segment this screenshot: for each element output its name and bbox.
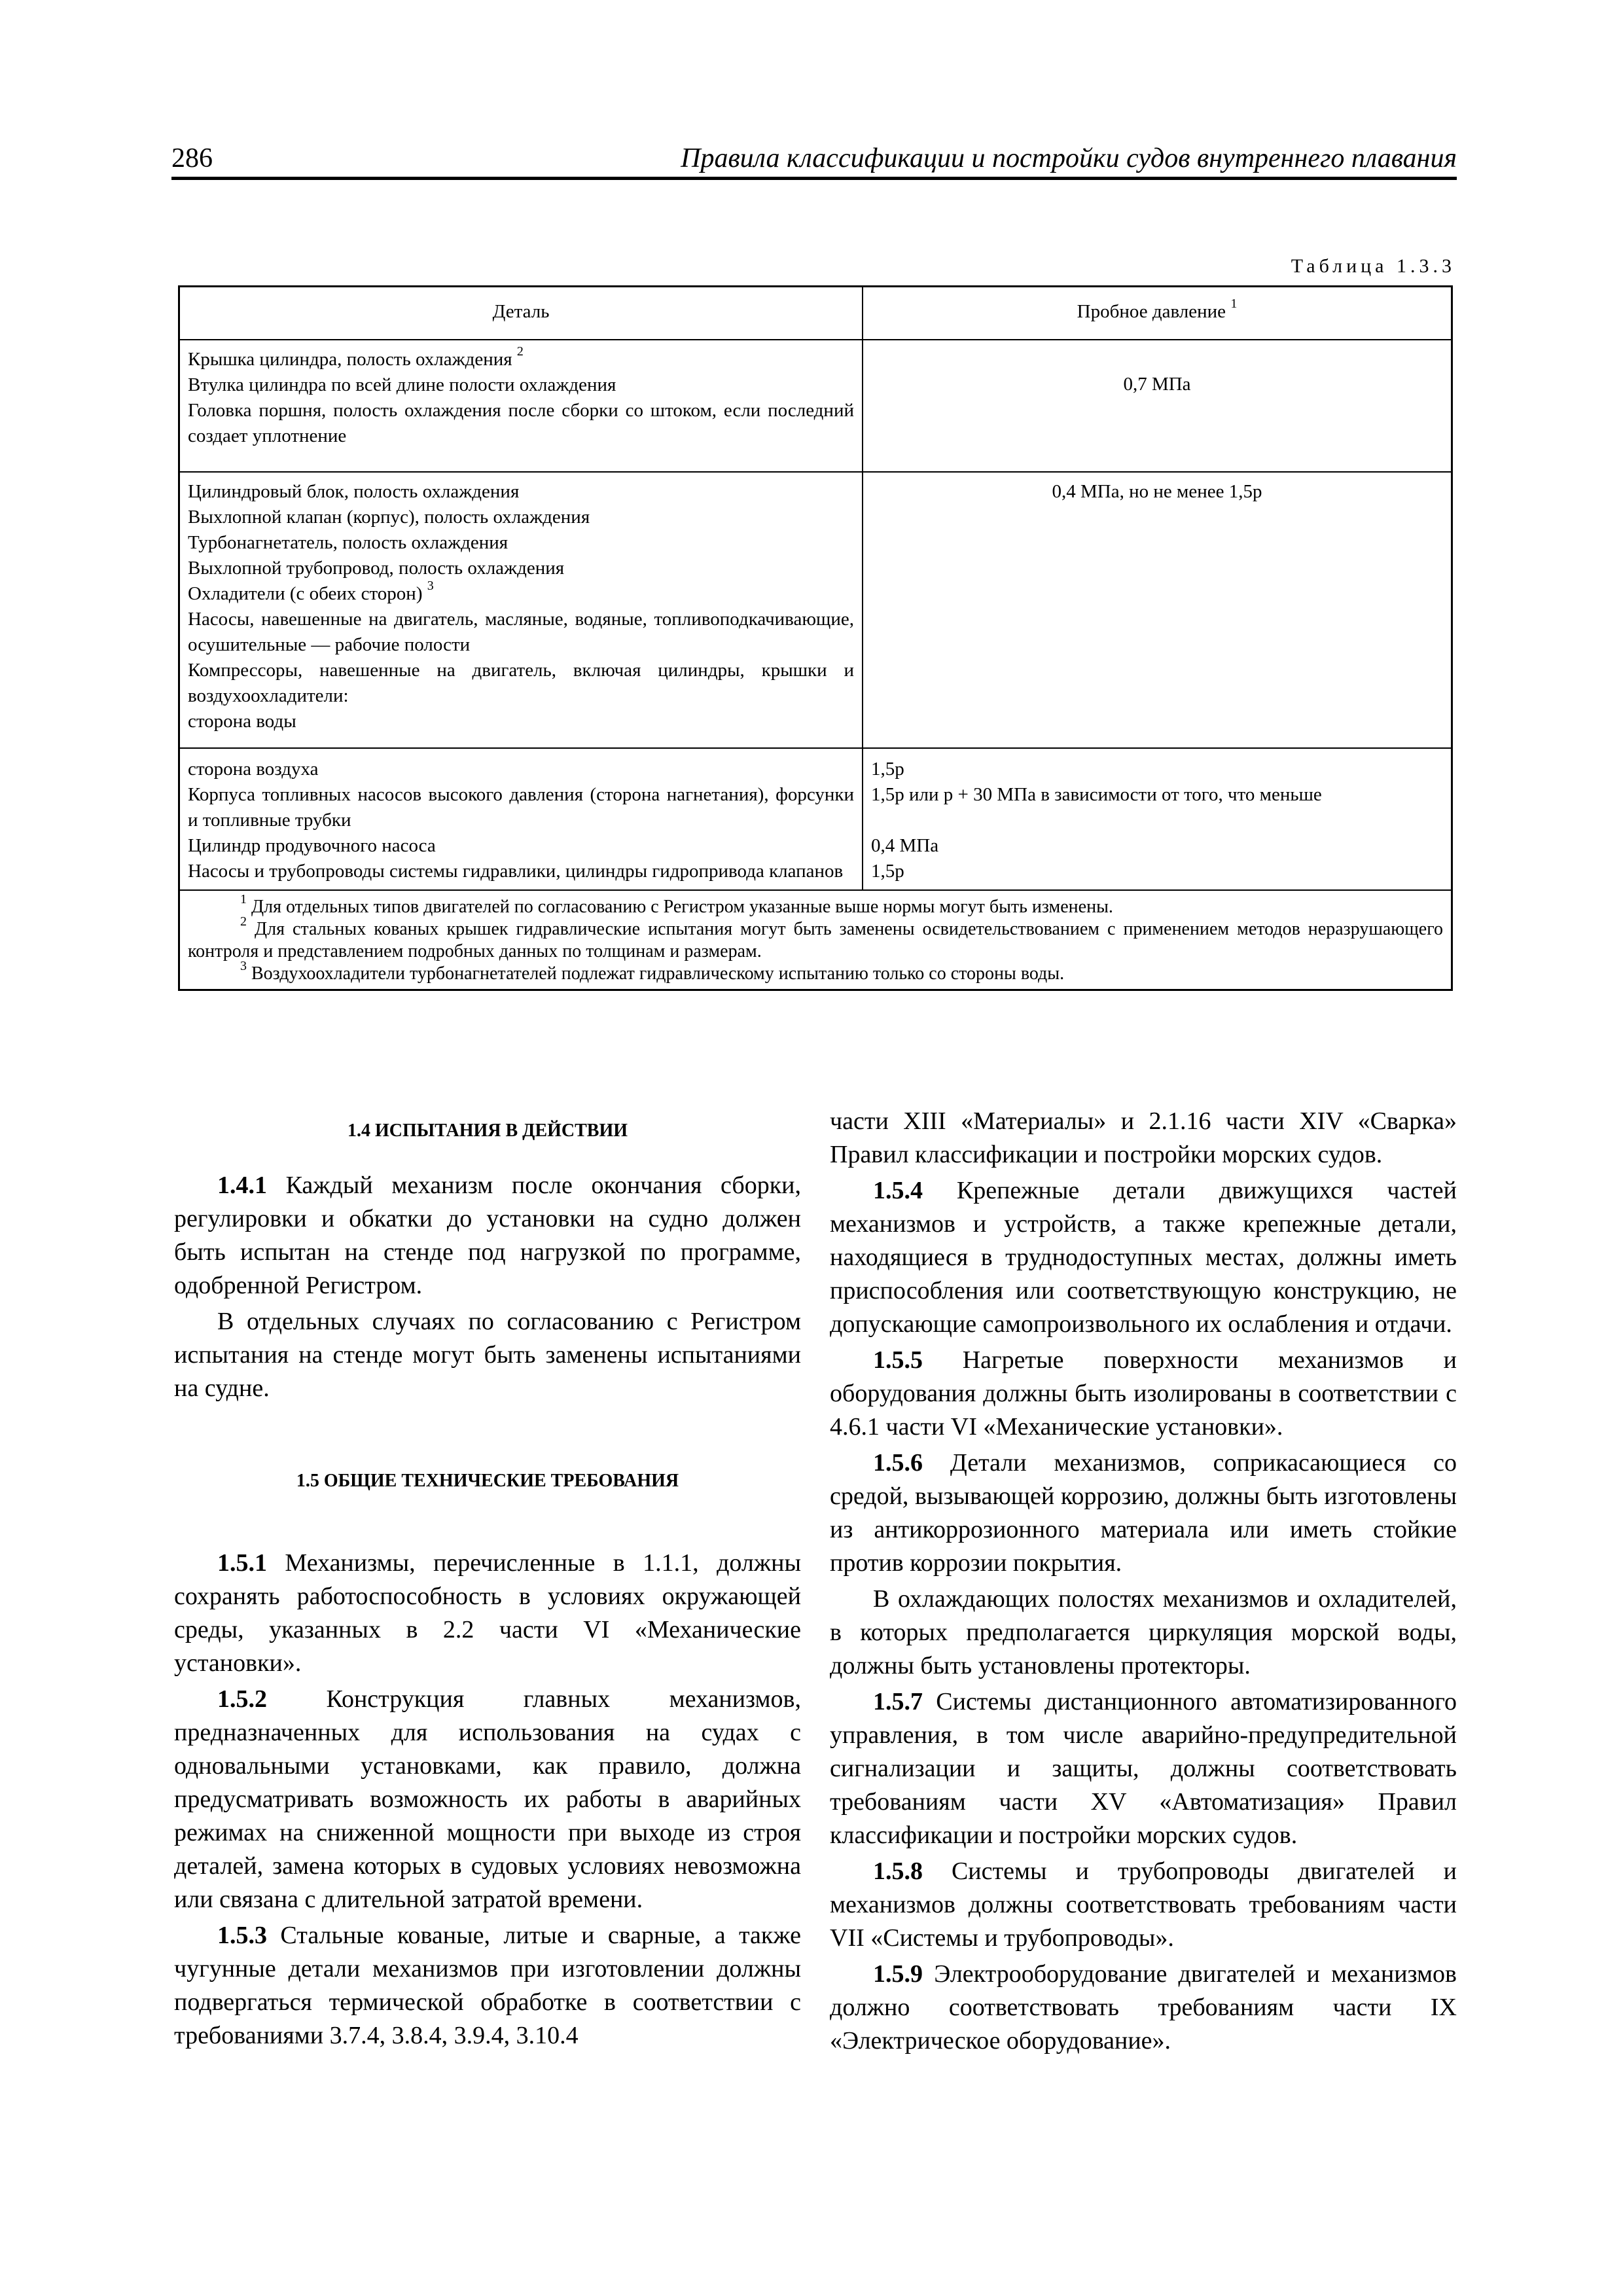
running-title: Правила классификации и постройки судов внутреннего плавания: [681, 143, 1457, 173]
pressure-value: 1,5p или p + 30 МПа в зависимости от того, что меньше: [871, 784, 1322, 805]
parts-cell: [180, 340, 863, 471]
part-line: Цилиндровый блок, полость охлаждения: [188, 481, 520, 502]
part-line: сторона воздуха: [188, 759, 319, 780]
pressure-value: 0,4 МПа, но не менее 1,5p: [1052, 481, 1262, 502]
footnote-ref: 3: [427, 579, 434, 594]
footnote: $^1$ Для отдельных типов двигателей по согласованию с Регистром указанные выше нормы могут быть изменены.: [240, 891, 1113, 917]
table-row: [180, 471, 1451, 747]
part-line: Цилиндр продувочного насоса: [188, 835, 436, 856]
column-header-pressure-label: Пробное давление: [1077, 301, 1226, 322]
paragraph: 1.4.1 Каждый механизм после окончания сборки, регулировки и обкатки до установки на судно должен быть испытан на стенде под нагрузкой по программе, одобренной Регистром.: [174, 1172, 801, 1299]
pressure-value: 1,5p: [871, 759, 904, 780]
part-line: Насосы, навешенные на двигатель, масляные, водяные, топливоподкачивающие, осушительные — рабочие полости: [188, 609, 854, 655]
paragraph: 1.5.6 Детали механизмов, соприкасающиеся со средой, вызывающей коррозию, должны быть изготовлены из антикоррозионного материала или иметь стойкие против коррозии покрытия.: [830, 1449, 1457, 1577]
paragraph: 1.5.8 Системы и трубопроводы двигателей и механизмов должны соответствовать требованиям части VII «Системы и трубопроводы».: [830, 1857, 1457, 1952]
part-line: Насосы и трубопроводы системы гидравлики, цилиндры гидропривода клапанов: [188, 861, 844, 882]
paragraph: В отдельных случаях по согласованию с Регистром испытания на стенде могут быть заменены испытаниями на судне.: [174, 1308, 801, 1402]
paragraph: 1.5.7 Системы дистанционного автоматизированного управления, в том числе аварийно-предупредительной сигнализации и защиты, должны соответствовать требованиям части XV «Автоматизация» Правил классификации и постройки морских судов.: [830, 1688, 1457, 1849]
parts-cell: [180, 473, 863, 747]
part-line: Головка поршня, полость охлаждения после сборки со штоком, если последний создает уплотнение: [188, 400, 854, 446]
pressure-cell: [863, 340, 1451, 471]
part-line: Втулка цилиндра по всей длине полости охлаждения: [188, 374, 616, 395]
paragraph: 1.5.4 Крепежные детали движущихся частей механизмов и устройств, а также крепежные детали, находящиеся в труднодоступных местах, должны иметь приспособления или соответствующую конструкцию, не допускающие самопроизвольного их ослабления и отдачи.: [830, 1177, 1457, 1338]
test-pressure-table: [178, 285, 1453, 991]
column-header-pressure: [863, 287, 1451, 339]
header-rule: [171, 177, 1457, 180]
part-line: Турбонагнетатель, полость охлаждения: [188, 532, 508, 553]
paragraph-continuation: части XIII «Материалы» и 2.1.16 части XIV «Сварка» Правил классификации и постройки морских судов.: [830, 1107, 1457, 1168]
paragraph: 1.5.2 Конструкция главных механизмов, предназначенных для использования на судах с одновальными установками, как правило, должна предусматривать возможность их работы в аварийных режимах на сниженной мощности при выходе из строя деталей, замена которых в судовых условиях невозможна или связана с длительной затратой времени.: [174, 1685, 801, 1913]
table-row: [180, 747, 1451, 889]
footnotes: [180, 891, 1451, 989]
footnote-ref: 2: [516, 344, 524, 359]
part-line: Корпуса топливных насосов высокого давления (сторона нагнетания), форсунки и топливные трубки: [188, 784, 854, 831]
pressure-value: 0,4 МПа: [871, 835, 939, 856]
pressure-cell: [863, 473, 1451, 747]
table-footnotes-row: [180, 889, 1451, 989]
paragraph: 1.5.3 Стальные кованые, литые и сварные, а также чугунные детали механизмов при изготовлении должны подвергаться термической обработке в соответствии с требованиями 3.7.4, 3.8.4, 3.9.4, 3.10.4: [174, 1922, 801, 2049]
part-line: Компрессоры, навешенные на двигатель, включая цилиндры, крышки и воздухоохладители:: [188, 660, 854, 706]
part-line: Выхлопной клапан (корпус), полость охлаждения: [188, 507, 590, 528]
pressure-value: 0,7 МПа: [1123, 374, 1191, 395]
footnote: $^3$ Воздухоохладители турбонагнетателей подлежат гидравлическому испытанию только со стороны воды.: [240, 958, 1065, 984]
part-line: Крышка цилиндра, полость охлаждения $^2$: [188, 344, 524, 370]
table-row: [180, 339, 1451, 471]
footnote: $^2$ Для стальных кованых крышек гидравлические испытания могут быть заменены освидетельствованием с применением методов неразрушающего контроля и представлением подробных данных по толщинам и размерам.: [188, 914, 1444, 961]
paragraph: 1.5.5 Нагретые поверхности механизмов и оборудования должны быть изолированы в соответствии с 4.6.1 части VI «Механические установки».: [830, 1346, 1457, 1441]
text-column-right: [830, 1105, 1457, 2060]
footnote-ref: 1: [1230, 296, 1238, 312]
pressure-cell: [863, 749, 1451, 889]
page-number: 286: [171, 143, 213, 173]
text-column-left: [174, 1105, 801, 2055]
part-line: сторона воды: [188, 711, 296, 732]
section-heading: 1.5 ОБЩИЕ ТЕХНИЧЕСКИЕ ТРЕБОВАНИЯ: [296, 1471, 679, 1491]
paragraph: В охлаждающих полостях механизмов и охладителей, в которых предполагается циркуляция морской воды, должны быть установлены протекторы.: [830, 1585, 1457, 1679]
paragraph: 1.5.1 Механизмы, перечисленные в 1.1.1, должны сохранять работоспособность в условиях окружающей среды, указанных в 2.2 части VI «Механические установки».: [174, 1549, 801, 1677]
parts-cell: [180, 749, 863, 889]
paragraph: 1.5.9 Электрооборудование двигателей и механизмов должно соответствовать требованиям части IX «Электрическое оборудование».: [830, 1960, 1457, 2054]
part-line: Выхлопной трубопровод, полость охлаждения: [188, 558, 565, 579]
column-header-part: Деталь: [180, 287, 863, 339]
table-header-row: [180, 287, 1451, 339]
table-caption: Таблица 1.3.3: [1291, 255, 1455, 277]
pressure-value: 1,5p: [871, 861, 904, 882]
section-heading: 1.4 ИСПЫТАНИЯ В ДЕЙСТВИИ: [347, 1121, 628, 1141]
part-line: Охладители (с обеих сторон) $^3$: [188, 579, 434, 604]
